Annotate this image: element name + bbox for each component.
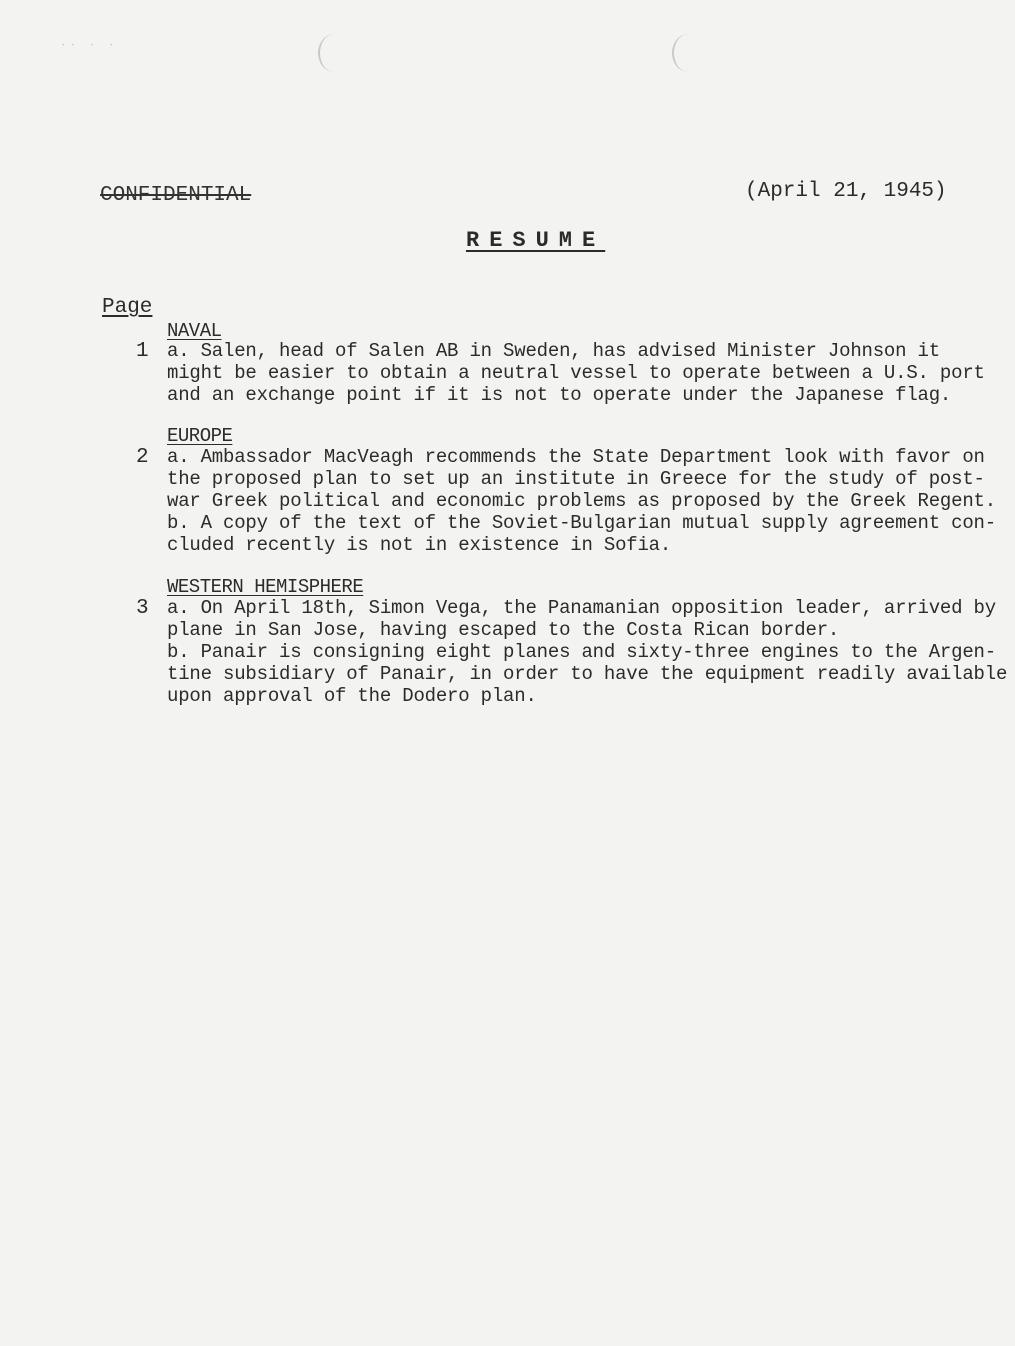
punch-hole-right [672, 34, 704, 72]
naval-line: a. Salen, head of Salen AB in Sweden, has advised Minister Johnson it [167, 340, 940, 362]
page-number-western-hemisphere: 3 [136, 597, 149, 620]
europe-line: b. A copy of the text of the Soviet-Bulgarian mutual supply agreement con- [167, 512, 996, 534]
punch-hole-left [318, 34, 350, 72]
naval-line: and an exchange point if it is not to operate under the Japanese flag. [167, 384, 952, 406]
page-column-label: Page [102, 296, 153, 319]
western-hemisphere-line: a. On April 18th, Simon Vega, the Panamanian opposition leader, arrived by [167, 597, 996, 619]
western-hemisphere-line: plane in San Jose, having escaped to the Costa Rican border. [167, 619, 840, 641]
europe-line: cluded recently is not in existence in Sofia. [167, 534, 672, 556]
europe-line: a. Ambassador MacVeagh recommends the State Department look with favor on [167, 446, 985, 468]
western-hemisphere-line: tine subsidiary of Panair, in order to have the equipment readily available [167, 663, 1008, 685]
stray-marks: ·· · · [60, 40, 118, 52]
section-heading-western-hemisphere: WESTERN HEMISPHERE [167, 576, 364, 598]
document-title: RESUME [466, 228, 606, 253]
europe-line: war Greek political and economic problems as proposed by the Greek Regent. [167, 490, 996, 512]
western-hemisphere-line: b. Panair is consigning eight planes and sixty-three engines to the Argen- [167, 641, 996, 663]
classification-stamp: CONFIDENTIAL [100, 184, 252, 207]
document-date: (April 21, 1945) [745, 180, 947, 203]
page-number-naval: 1 [136, 340, 149, 363]
section-heading-naval: NAVAL [167, 320, 222, 342]
europe-line: the proposed plan to set up an institute in Greece for the study of post- [167, 468, 985, 490]
naval-line: might be easier to obtain a neutral vessel to operate between a U.S. port [167, 362, 985, 384]
section-heading-europe: EUROPE [167, 425, 233, 447]
page-number-europe: 2 [136, 446, 149, 469]
western-hemisphere-line: upon approval of the Dodero plan. [167, 685, 537, 707]
